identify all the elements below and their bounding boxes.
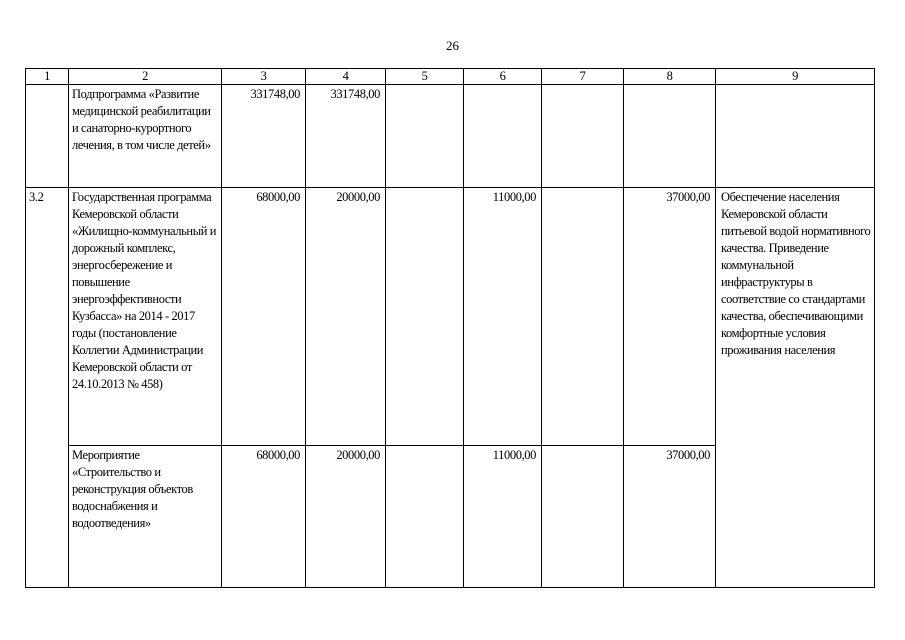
value-cell: 37000,00	[624, 188, 716, 446]
table-row	[26, 188, 875, 446]
value-cell	[386, 188, 464, 446]
value-cell: 68000,00	[222, 188, 306, 446]
value-cell	[542, 446, 624, 588]
column-header: 7	[542, 69, 624, 85]
value-cell	[386, 85, 464, 188]
value-cell: 11000,00	[464, 446, 542, 588]
column-header: 2	[69, 69, 222, 85]
note-cell: Обеспечение населения Кемеровской области питьевой водой нормативного качества. Приведение коммунальной инфраструктуры в соответствие со стандартами качества, обеспечивающими комфортные условия проживания населения	[716, 188, 875, 588]
value-cell: 11000,00	[464, 188, 542, 446]
value-cell: 20000,00	[306, 446, 386, 588]
value-cell	[542, 85, 624, 188]
value-cell	[386, 446, 464, 588]
name-cell: Мероприятие «Строительство и реконструкция объектов водоснабжения и водоотведения»	[69, 446, 222, 588]
value-cell: 20000,00	[306, 188, 386, 446]
name-cell: Подпрограмма «Развитие медицинской реабилитации и санаторно-курортного лечения, в том числе детей»	[69, 85, 222, 188]
value-cell: 331748,00	[306, 85, 386, 188]
column-header: 1	[26, 69, 69, 85]
column-header: 3	[222, 69, 306, 85]
column-header: 5	[386, 69, 464, 85]
table-row	[26, 85, 875, 188]
value-cell	[464, 85, 542, 188]
page-number: 26	[446, 38, 459, 53]
value-cell	[542, 188, 624, 446]
name-cell: Государственная программа Кемеровской области «Жилищно-коммунальный и дорожный комплекс, энергосбережение и повышение энергоэффективности Кузбасса» на 2014 - 2017 годы (постановление Коллегии Администрации Кемеровской области от 24.10.2013 № 458)	[69, 188, 222, 446]
note-cell	[716, 85, 875, 188]
row-number-cell: 3.2	[26, 188, 69, 588]
value-cell: 68000,00	[222, 446, 306, 588]
column-header: 9	[716, 69, 875, 85]
column-number-row	[26, 69, 875, 85]
column-header: 8	[624, 69, 716, 85]
column-header: 6	[464, 69, 542, 85]
row-number-cell	[26, 85, 69, 188]
budget-table	[25, 68, 875, 588]
column-header: 4	[306, 69, 386, 85]
value-cell	[624, 85, 716, 188]
value-cell: 331748,00	[222, 85, 306, 188]
value-cell: 37000,00	[624, 446, 716, 588]
